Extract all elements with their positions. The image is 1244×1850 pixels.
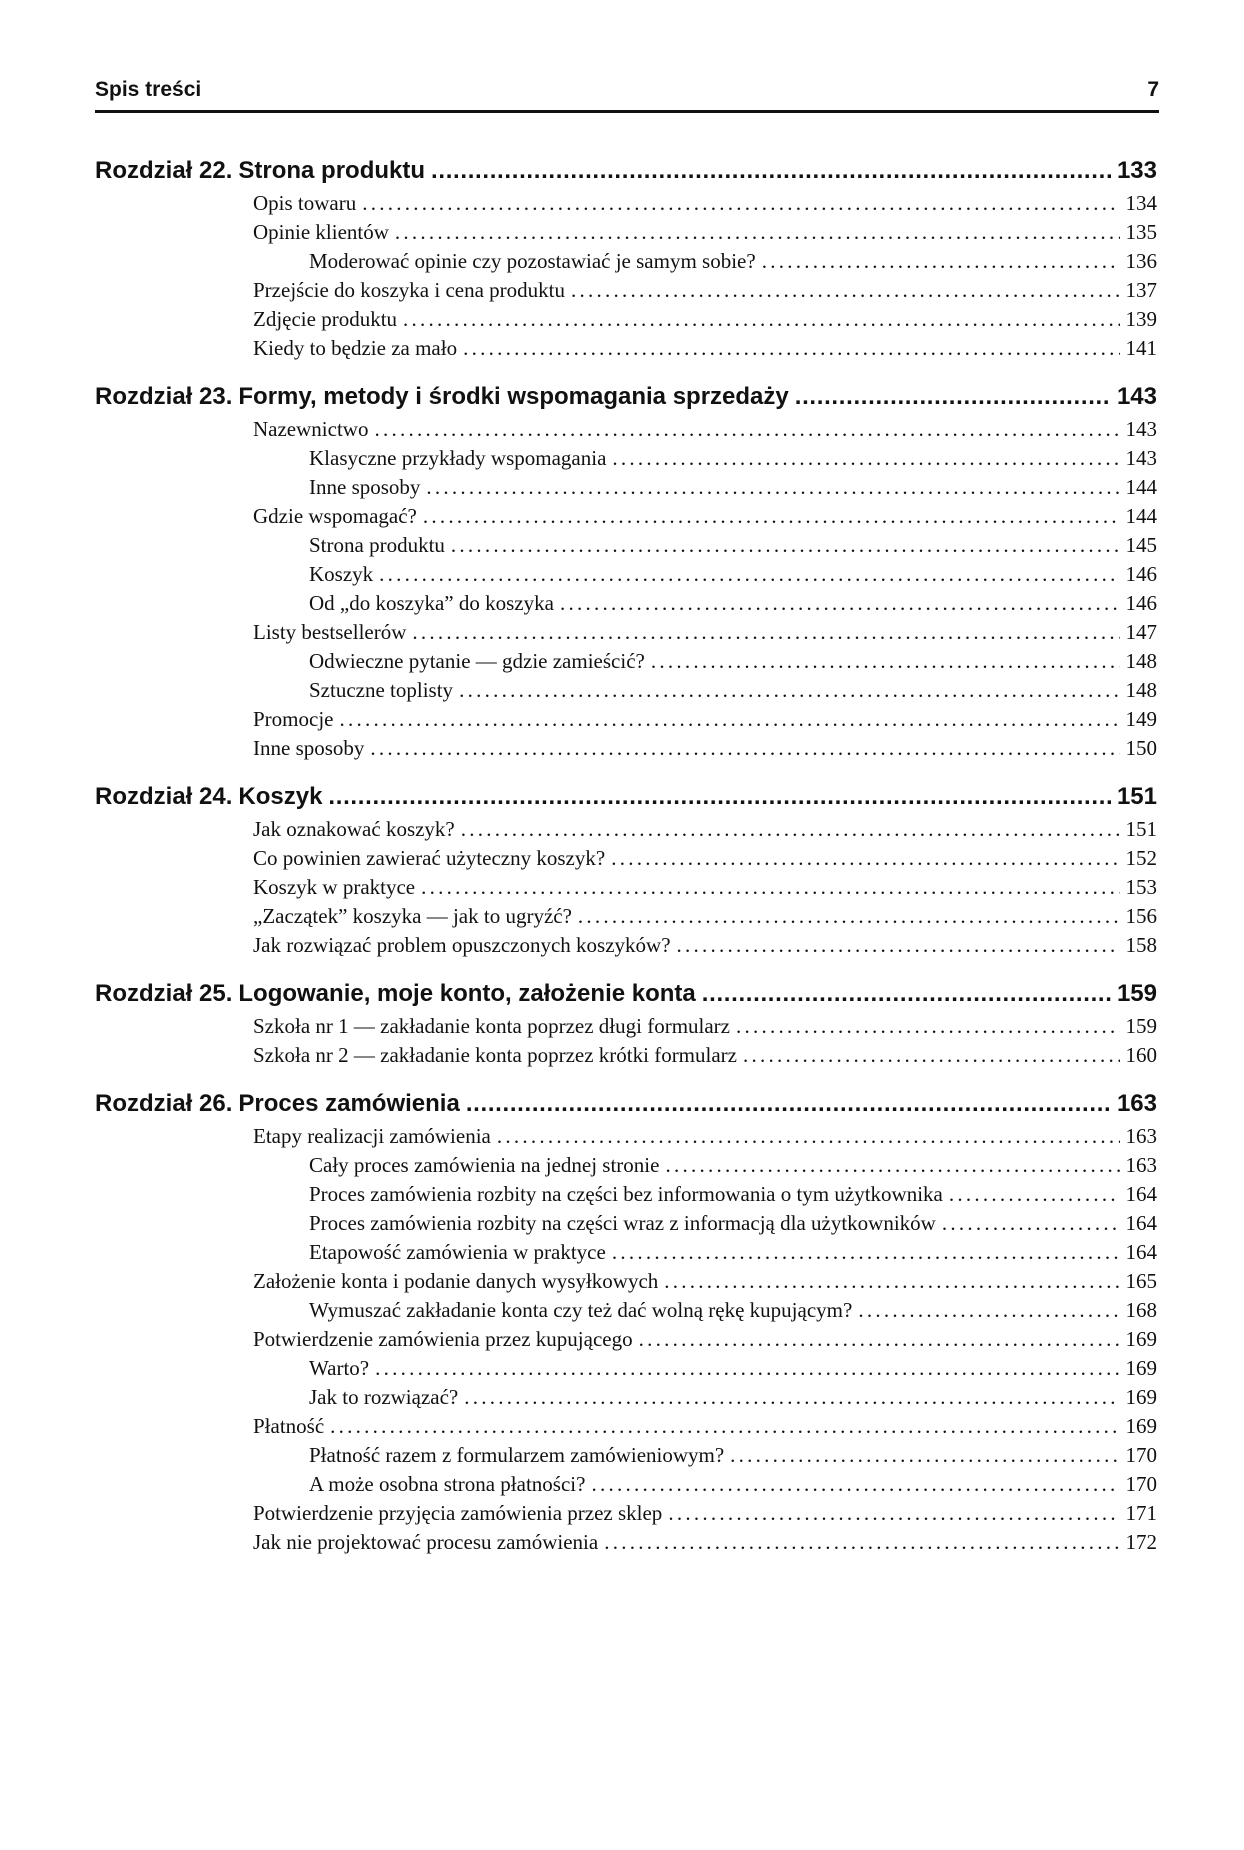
chapter-heading bbox=[95, 157, 1157, 191]
section-entry bbox=[95, 1269, 1157, 1298]
dot-leader bbox=[497, 1124, 1120, 1149]
entry-page-number: 169 bbox=[1125, 1327, 1157, 1351]
entry-title: Listy bestsellerów bbox=[253, 620, 407, 644]
entry-page-number: 172 bbox=[1125, 1530, 1157, 1554]
dot-leader bbox=[431, 157, 1111, 185]
entry-page-number: 152 bbox=[1125, 846, 1157, 870]
dot-leader bbox=[677, 933, 1120, 958]
entry-page-number: 144 bbox=[1125, 504, 1157, 528]
subsection-entry bbox=[95, 1153, 1157, 1182]
entry-page-number: 169 bbox=[1125, 1385, 1157, 1409]
chapter-title: Proces zamówienia bbox=[238, 1090, 460, 1117]
chapter-page-number: 163 bbox=[1116, 1090, 1157, 1117]
dot-leader bbox=[464, 1385, 1119, 1410]
dot-leader bbox=[328, 783, 1111, 811]
entry-title: „Zaczątek” koszyka — jak to ugryźć? bbox=[253, 904, 572, 928]
dot-leader bbox=[421, 875, 1119, 900]
entry-title: Promocje bbox=[253, 707, 334, 731]
section-entry bbox=[95, 220, 1157, 249]
section-entry bbox=[95, 1530, 1157, 1559]
section-entry bbox=[95, 278, 1157, 307]
chapter-page-number: 143 bbox=[1116, 383, 1157, 410]
entry-page-number: 164 bbox=[1125, 1182, 1157, 1206]
chapter bbox=[95, 157, 1157, 365]
section-entry bbox=[95, 1414, 1157, 1443]
dot-leader bbox=[612, 446, 1119, 471]
entry-page-number: 135 bbox=[1125, 220, 1157, 244]
dot-leader bbox=[736, 1014, 1120, 1039]
section-entry bbox=[95, 1501, 1157, 1530]
chapter-number: Rozdział 26. bbox=[95, 1090, 233, 1117]
entry-page-number: 146 bbox=[1125, 562, 1157, 586]
chapter-title: Logowanie, moje konto, założenie konta bbox=[238, 980, 696, 1007]
entry-title: Strona produktu bbox=[309, 533, 445, 557]
entry-title: Płatność bbox=[253, 1414, 325, 1438]
entry-title: Kiedy to będzie za mało bbox=[253, 336, 458, 360]
dot-leader bbox=[668, 1501, 1119, 1526]
entry-title: Wymuszać zakładanie konta czy też dać wolną rękę kupującym? bbox=[309, 1298, 853, 1322]
entry-title: Jak rozwiązać problem opuszczonych koszyków? bbox=[253, 933, 671, 957]
chapter-page-number: 133 bbox=[1116, 157, 1157, 184]
entry-page-number: 164 bbox=[1125, 1240, 1157, 1264]
chapter bbox=[95, 980, 1157, 1072]
entry-title: Opinie klientów bbox=[253, 220, 389, 244]
entry-page-number: 137 bbox=[1125, 278, 1157, 302]
entry-page-number: 156 bbox=[1125, 904, 1157, 928]
chapter-page-number: 159 bbox=[1116, 980, 1157, 1007]
dot-leader bbox=[730, 1443, 1119, 1468]
chapter-number: Rozdział 23. bbox=[95, 383, 233, 410]
entry-page-number: 165 bbox=[1125, 1269, 1157, 1293]
entry-title: Gdzie wspomagać? bbox=[253, 504, 417, 528]
entry-page-number: 164 bbox=[1125, 1211, 1157, 1235]
entry-title: Moderować opinie czy pozostawiać je samym sobie? bbox=[309, 249, 756, 273]
dot-leader bbox=[949, 1182, 1120, 1207]
section-entry bbox=[95, 307, 1157, 336]
entry-title: Klasyczne przykłady wspomagania bbox=[309, 446, 607, 470]
entry-title: Koszyk bbox=[309, 562, 374, 586]
entry-page-number: 150 bbox=[1125, 736, 1157, 760]
dot-leader bbox=[466, 1090, 1111, 1118]
dot-leader bbox=[651, 649, 1120, 674]
dot-leader bbox=[374, 417, 1119, 442]
section-entry bbox=[95, 1014, 1157, 1043]
table-of-contents bbox=[95, 157, 1157, 1577]
entry-page-number: 143 bbox=[1125, 417, 1157, 441]
entry-page-number: 170 bbox=[1125, 1472, 1157, 1496]
entry-title: Odwieczne pytanie — gdzie zamieścić? bbox=[309, 649, 645, 673]
entry-title: Warto? bbox=[309, 1356, 370, 1380]
subsection-entry bbox=[95, 533, 1157, 562]
section-entry bbox=[95, 1124, 1157, 1153]
dot-leader bbox=[612, 1240, 1120, 1265]
page-number: 7 bbox=[1147, 78, 1159, 101]
dot-leader bbox=[370, 736, 1119, 761]
entry-page-number: 153 bbox=[1125, 875, 1157, 899]
subsection-entry bbox=[95, 591, 1157, 620]
dot-leader bbox=[379, 562, 1119, 587]
dot-leader bbox=[571, 278, 1120, 303]
section-entry bbox=[95, 1043, 1157, 1072]
dot-leader bbox=[463, 336, 1119, 361]
dot-leader bbox=[461, 817, 1120, 842]
chapter bbox=[95, 383, 1157, 765]
dot-leader bbox=[702, 980, 1111, 1008]
entry-title: Nazewnictwo bbox=[253, 417, 369, 441]
dot-leader bbox=[762, 249, 1120, 274]
subsection-entry bbox=[95, 446, 1157, 475]
entry-title: Założenie konta i podanie danych wysyłkowych bbox=[253, 1269, 659, 1293]
subsection-entry bbox=[95, 649, 1157, 678]
entry-title: Przejście do koszyka i cena produktu bbox=[253, 278, 565, 302]
dot-leader bbox=[330, 1414, 1119, 1439]
section-entry bbox=[95, 1327, 1157, 1356]
section-entry bbox=[95, 417, 1157, 446]
dot-leader bbox=[795, 383, 1111, 411]
chapter bbox=[95, 1090, 1157, 1559]
entry-title: Inne sposoby bbox=[253, 736, 365, 760]
entry-title: Szkoła nr 1 — zakładanie konta poprzez długi formularz bbox=[253, 1014, 730, 1038]
dot-leader bbox=[639, 1327, 1120, 1352]
section-entry bbox=[95, 504, 1157, 533]
dot-leader bbox=[560, 591, 1120, 616]
dot-leader bbox=[611, 846, 1119, 871]
entry-page-number: 139 bbox=[1125, 307, 1157, 331]
subsection-entry bbox=[95, 562, 1157, 591]
chapter-heading bbox=[95, 383, 1157, 417]
chapter-heading bbox=[95, 1090, 1157, 1124]
section-entry bbox=[95, 817, 1157, 846]
entry-page-number: 158 bbox=[1125, 933, 1157, 957]
entry-page-number: 163 bbox=[1125, 1153, 1157, 1177]
chapter-title: Koszyk bbox=[238, 783, 323, 810]
chapter-heading bbox=[95, 980, 1157, 1014]
dot-leader bbox=[375, 1356, 1119, 1381]
dot-leader bbox=[858, 1298, 1119, 1323]
section-entry bbox=[95, 736, 1157, 765]
dot-leader bbox=[665, 1153, 1119, 1178]
entry-title: Potwierdzenie przyjęcia zamówienia przez sklep bbox=[253, 1501, 663, 1525]
entry-page-number: 134 bbox=[1125, 191, 1157, 215]
subsection-entry bbox=[95, 1240, 1157, 1269]
entry-page-number: 143 bbox=[1125, 446, 1157, 470]
entry-page-number: 171 bbox=[1125, 1501, 1157, 1525]
dot-leader bbox=[412, 620, 1119, 645]
section-entry bbox=[95, 904, 1157, 933]
entry-title: Proces zamówienia rozbity na części wraz z informacją dla użytkowników bbox=[309, 1211, 936, 1235]
dot-leader bbox=[591, 1472, 1119, 1497]
entry-title: Opis towaru bbox=[253, 191, 357, 215]
entry-page-number: 160 bbox=[1125, 1043, 1157, 1067]
entry-page-number: 163 bbox=[1125, 1124, 1157, 1148]
entry-page-number: 147 bbox=[1125, 620, 1157, 644]
section-entry bbox=[95, 933, 1157, 962]
section-entry bbox=[95, 707, 1157, 736]
entry-title: Proces zamówienia rozbity na części bez informowania o tym użytkownika bbox=[309, 1182, 943, 1206]
subsection-entry bbox=[95, 1443, 1157, 1472]
subsection-entry bbox=[95, 1385, 1157, 1414]
running-header-title: Spis treści bbox=[95, 78, 202, 101]
entry-title: Etapowość zamówienia w praktyce bbox=[309, 1240, 606, 1264]
dot-leader bbox=[451, 533, 1120, 558]
subsection-entry bbox=[95, 1182, 1157, 1211]
chapter bbox=[95, 783, 1157, 962]
section-entry bbox=[95, 191, 1157, 220]
entry-page-number: 141 bbox=[1125, 336, 1157, 360]
entry-title: Płatność razem z formularzem zamówieniowym? bbox=[309, 1443, 725, 1467]
entry-title: Co powinien zawierać użyteczny koszyk? bbox=[253, 846, 606, 870]
entry-page-number: 145 bbox=[1125, 533, 1157, 557]
entry-page-number: 146 bbox=[1125, 591, 1157, 615]
dot-leader bbox=[395, 220, 1120, 245]
entry-page-number: 169 bbox=[1125, 1356, 1157, 1380]
subsection-entry bbox=[95, 1472, 1157, 1501]
entry-page-number: 170 bbox=[1125, 1443, 1157, 1467]
dot-leader bbox=[403, 307, 1119, 332]
dot-leader bbox=[664, 1269, 1119, 1294]
entry-title: Cały proces zamówienia na jednej stronie bbox=[309, 1153, 660, 1177]
dot-leader bbox=[426, 475, 1119, 500]
chapter-title: Strona produktu bbox=[238, 157, 426, 184]
entry-page-number: 144 bbox=[1125, 475, 1157, 499]
subsection-entry bbox=[95, 1356, 1157, 1385]
entry-title: Potwierdzenie zamówienia przez kupującego bbox=[253, 1327, 633, 1351]
dot-leader bbox=[578, 904, 1120, 929]
entry-page-number: 159 bbox=[1125, 1014, 1157, 1038]
chapter-page-number: 151 bbox=[1116, 783, 1157, 810]
subsection-entry bbox=[95, 1298, 1157, 1327]
section-entry bbox=[95, 620, 1157, 649]
dot-leader bbox=[459, 678, 1119, 703]
entry-page-number: 169 bbox=[1125, 1414, 1157, 1438]
entry-title: Od „do koszyka” do koszyka bbox=[309, 591, 554, 615]
entry-title: Koszyk w praktyce bbox=[253, 875, 416, 899]
entry-page-number: 136 bbox=[1125, 249, 1157, 273]
dot-leader bbox=[743, 1043, 1120, 1068]
section-entry bbox=[95, 336, 1157, 365]
section-entry bbox=[95, 846, 1157, 875]
entry-page-number: 168 bbox=[1125, 1298, 1157, 1322]
chapter-title: Formy, metody i środki wspomagania sprzedaży bbox=[238, 383, 789, 410]
chapter-number: Rozdział 25. bbox=[95, 980, 233, 1007]
entry-page-number: 148 bbox=[1125, 678, 1157, 702]
page-header bbox=[95, 78, 1159, 113]
entry-page-number: 151 bbox=[1125, 817, 1157, 841]
dot-leader bbox=[423, 504, 1120, 529]
entry-page-number: 148 bbox=[1125, 649, 1157, 673]
dot-leader bbox=[362, 191, 1119, 216]
subsection-entry bbox=[95, 1211, 1157, 1240]
entry-title: Zdjęcie produktu bbox=[253, 307, 398, 331]
entry-title: Sztuczne toplisty bbox=[309, 678, 454, 702]
entry-title: Inne sposoby bbox=[309, 475, 421, 499]
entry-title: Jak to rozwiązać? bbox=[309, 1385, 459, 1409]
subsection-entry bbox=[95, 678, 1157, 707]
entry-title: A może osobna strona płatności? bbox=[309, 1472, 586, 1496]
chapter-heading bbox=[95, 783, 1157, 817]
entry-page-number: 149 bbox=[1125, 707, 1157, 731]
dot-leader bbox=[942, 1211, 1120, 1236]
entry-title: Szkoła nr 2 — zakładanie konta poprzez krótki formularz bbox=[253, 1043, 737, 1067]
dot-leader bbox=[604, 1530, 1119, 1555]
subsection-entry bbox=[95, 249, 1157, 278]
entry-title: Etapy realizacji zamówienia bbox=[253, 1124, 491, 1148]
entry-title: Jak oznakować koszyk? bbox=[253, 817, 455, 841]
section-entry bbox=[95, 875, 1157, 904]
chapter-number: Rozdział 24. bbox=[95, 783, 233, 810]
entry-title: Jak nie projektować procesu zamówienia bbox=[253, 1530, 599, 1554]
dot-leader bbox=[339, 707, 1119, 732]
chapter-number: Rozdział 22. bbox=[95, 157, 233, 184]
subsection-entry bbox=[95, 475, 1157, 504]
